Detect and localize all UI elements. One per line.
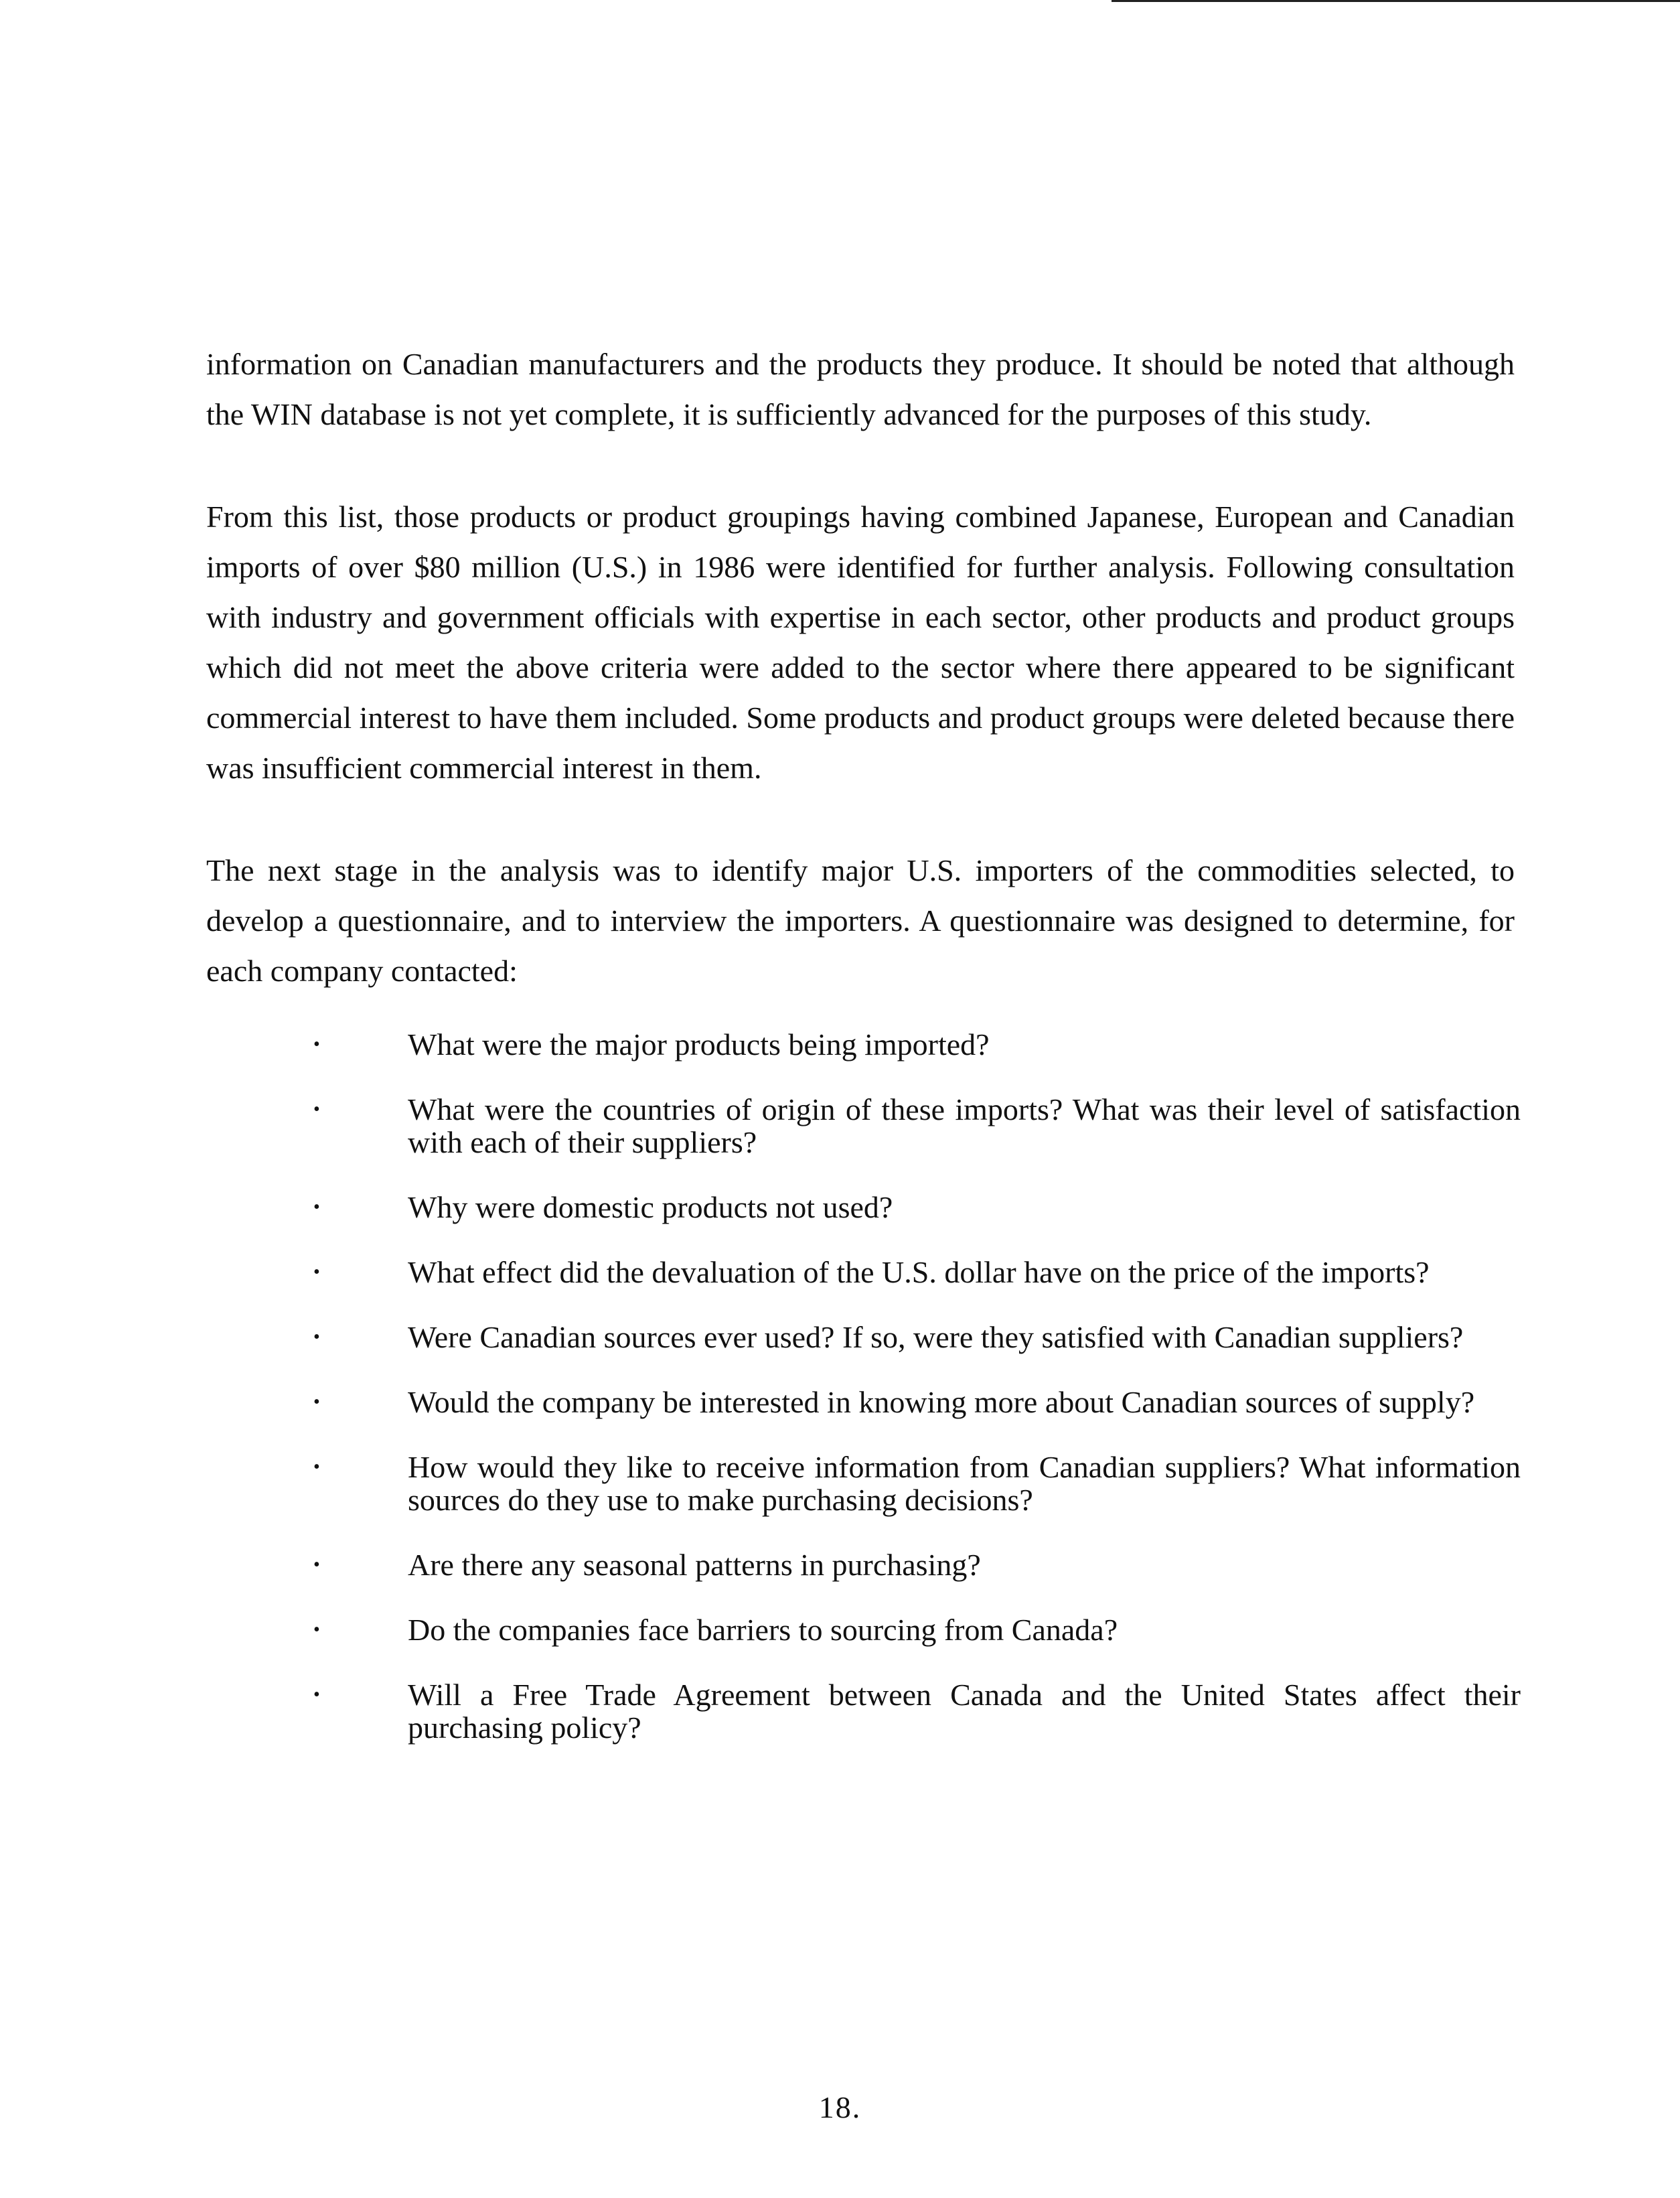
list-item-text: What were the major products being imported? xyxy=(408,1027,990,1061)
list-item xyxy=(206,1093,1521,1159)
list-item-text: Will a Free Trade Agreement between Canada and the United States affect their purchasing policy? xyxy=(408,1678,1521,1745)
top-edge-rule xyxy=(1112,0,1680,2)
list-item-text: What were the countries of origin of these imports? What was their level of satisfaction with each of their suppliers? xyxy=(408,1092,1521,1159)
paragraph-product-selection: From this list, those products or product groupings having combined Japanese, European and Canadian imports of over $80 million (U.S.) in 1986 were identified for further analysis. Following consultation with industry and government officials with expertise in each sector, other products and product groups which did not meet the above criteria were added to the sector where there appeared to be significant commercial interest to have them included. Some products and product groups were deleted because there was insufficient commercial interest in them. xyxy=(206,500,1515,785)
list-item xyxy=(206,1321,1521,1353)
list-item xyxy=(206,1028,1521,1061)
list-item xyxy=(206,1256,1521,1289)
list-item-text: Do the companies face barriers to sourcing from Canada? xyxy=(408,1613,1118,1647)
list-item-text: What effect did the devaluation of the U.S. dollar have on the price of the imports? xyxy=(408,1255,1430,1289)
bullet-icon: • xyxy=(313,1554,320,1575)
bullet-icon: • xyxy=(313,1684,320,1705)
list-item xyxy=(206,1191,1521,1224)
page-number: 18. xyxy=(818,2090,862,2124)
list-item xyxy=(206,1613,1521,1646)
list-item-text: How would they like to receive information from Canadian suppliers? What information sources do they use to make purchasing decisions? xyxy=(408,1450,1521,1517)
list-item xyxy=(206,1386,1521,1418)
list-item xyxy=(206,1678,1521,1744)
list-item xyxy=(206,1451,1521,1516)
bullet-icon: • xyxy=(313,1197,320,1218)
list-item-text: Are there any seasonal patterns in purchasing? xyxy=(408,1548,981,1582)
bullet-icon: • xyxy=(313,1392,320,1412)
bullet-icon: • xyxy=(313,1262,320,1283)
bullet-icon: • xyxy=(313,1457,320,1477)
list-item-text: Why were domestic products not used? xyxy=(408,1190,893,1224)
list-item xyxy=(206,1548,1521,1581)
list-item-text: Would the company be interested in knowing more about Canadian sources of supply? xyxy=(408,1385,1475,1419)
questionnaire-question-list xyxy=(206,1027,1521,1745)
list-item-text: Were Canadian sources ever used? If so, were they satisfied with Canadian suppliers? xyxy=(408,1320,1464,1354)
bullet-icon: • xyxy=(313,1619,320,1640)
paragraph-win-database: information on Canadian manufacturers and the products they produce. It should be noted that although the WIN database is not yet complete, it is sufficiently advanced for the purposes of this study. xyxy=(206,347,1515,431)
document-body xyxy=(206,339,1521,1745)
paragraph-questionnaire-intro: The next stage in the analysis was to identify major U.S. importers of the commodities selected, to develop a questionnaire, and to interview the importers. A questionnaire was designed to determine, for each company contacted: xyxy=(206,853,1515,988)
bullet-icon: • xyxy=(313,1327,320,1347)
bullet-icon: • xyxy=(313,1034,320,1055)
bullet-icon: • xyxy=(313,1099,320,1120)
